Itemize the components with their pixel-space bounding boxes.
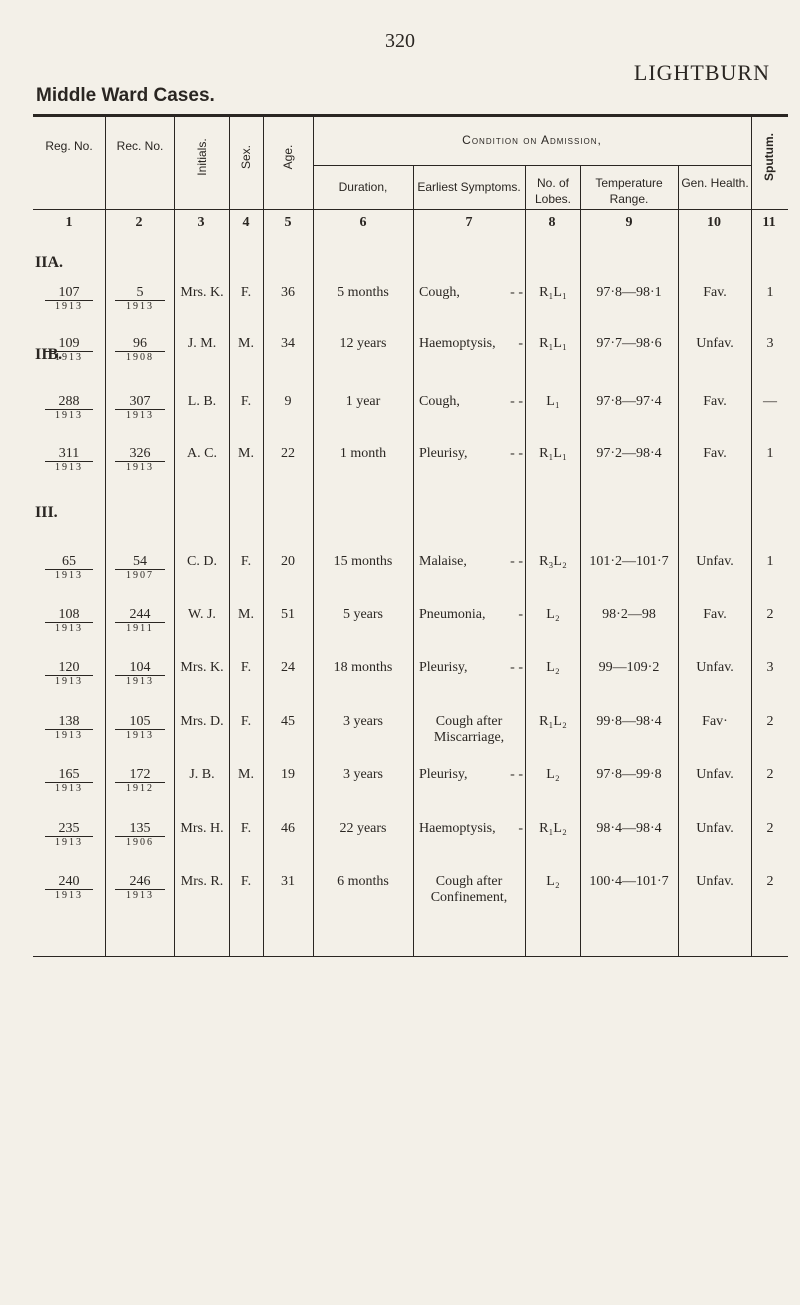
reg-number: 120 <box>58 660 80 675</box>
health-cell: Fav. <box>703 394 727 409</box>
reg-year: 1913 <box>45 889 93 901</box>
rec-year: 1913 <box>115 300 165 312</box>
header-initials: Initials. <box>195 138 209 176</box>
reg-cell <box>45 660 93 687</box>
health-cell: Unfav. <box>696 767 734 782</box>
symptoms-cell: Pleurisy, <box>419 767 468 782</box>
rec-year: 1912 <box>115 782 165 794</box>
sputum-cell: 2 <box>766 714 774 729</box>
temp-cell: 97·2—98·4 <box>596 446 662 461</box>
col-divider <box>751 117 752 957</box>
temp-cell: 99·8—98·4 <box>596 714 662 729</box>
sputum-cell: 3 <box>766 660 774 675</box>
rec-cell <box>115 554 165 581</box>
lobes-cell: R₁L₁ <box>539 336 567 351</box>
reg-cell <box>45 714 93 741</box>
cases-table <box>33 114 788 958</box>
rec-year: 1913 <box>115 409 165 421</box>
temp-cell: 98·2—98 <box>602 607 656 622</box>
initials-cell: J. B. <box>189 767 215 782</box>
col-divider <box>413 166 414 957</box>
reg-number: 108 <box>58 607 80 622</box>
rec-year: 1913 <box>115 889 165 901</box>
age-cell: 31 <box>281 874 295 889</box>
reg-cell <box>45 446 93 473</box>
column-number: 5 <box>284 215 292 230</box>
reg-cell <box>45 767 93 794</box>
section-label: IIB. <box>35 346 63 363</box>
symptoms-cell: Pleurisy, <box>419 660 468 675</box>
sputum-cell: 2 <box>766 607 774 622</box>
reg-number: 288 <box>58 394 80 409</box>
symptoms-cell: Malaise, <box>419 554 467 569</box>
reg-number: 109 <box>58 336 80 351</box>
dashes-cell: - - <box>510 446 523 461</box>
column-number: 10 <box>707 215 721 230</box>
sex-cell: F. <box>240 714 252 729</box>
sex-cell: F. <box>240 874 252 889</box>
rec-number: 96 <box>133 336 147 351</box>
lobes-cell: R₁L₂ <box>539 714 567 729</box>
dashes-cell: - <box>518 607 523 622</box>
health-cell: Unfav. <box>696 874 734 889</box>
reg-cell <box>45 874 93 901</box>
header-lobes: No. of Lobes. <box>534 176 572 206</box>
reg-cell <box>45 554 93 581</box>
header-reg-no: Reg. No. <box>45 139 93 153</box>
initials-cell: Mrs. H. <box>180 821 224 836</box>
header-rule <box>33 209 788 210</box>
symptoms-cell: Cough, <box>419 394 460 409</box>
initials-cell: Mrs. D. <box>180 714 224 729</box>
rec-number: 54 <box>133 554 147 569</box>
sex-cell: M. <box>238 767 254 782</box>
column-number: 7 <box>465 215 473 230</box>
symptoms-cell: Pneumonia, <box>419 607 486 622</box>
age-cell: 20 <box>281 554 295 569</box>
lobes-cell: L₂ <box>546 767 560 782</box>
reg-cell <box>45 285 93 312</box>
reg-year: 1913 <box>45 351 93 363</box>
temp-cell: 97·8—97·4 <box>596 394 662 409</box>
dashes-cell: - - <box>510 285 523 300</box>
header-sputum: Sputum. <box>762 133 776 181</box>
dashes-cell: - <box>518 336 523 351</box>
age-cell: 22 <box>281 446 295 461</box>
header-age: Age. <box>281 144 295 170</box>
lobes-cell: L₁ <box>546 394 560 409</box>
temp-cell: 97·7—98·6 <box>596 336 662 351</box>
dashes-cell: - - <box>510 660 523 675</box>
reg-number: 311 <box>58 446 80 461</box>
reg-number: 65 <box>62 554 76 569</box>
col-divider <box>263 117 264 957</box>
duration-cell: 3 years <box>342 767 384 782</box>
sex-cell: M. <box>238 446 254 461</box>
duration-cell: 18 months <box>333 660 393 675</box>
temp-cell: 100·4—101·7 <box>589 874 669 889</box>
condition-rule <box>313 165 751 166</box>
lobes-cell: R₁L₁ <box>539 446 567 461</box>
sex-cell: M. <box>238 607 254 622</box>
rec-cell <box>115 767 165 794</box>
sputum-cell: 2 <box>766 874 774 889</box>
symptoms-cell: Haemoptysis, <box>419 821 496 836</box>
symptoms-cell: Haemoptysis, <box>419 336 496 351</box>
rec-cell <box>115 714 165 741</box>
reg-cell <box>45 821 93 848</box>
column-number: 2 <box>135 215 143 230</box>
reg-cell <box>45 336 93 363</box>
initials-cell: C. D. <box>187 554 217 569</box>
rec-year: 1913 <box>115 675 165 687</box>
dashes-cell: - <box>518 821 523 836</box>
section-label: IIA. <box>35 254 64 271</box>
reg-cell <box>45 394 93 421</box>
header-temp: Temperature Range. <box>595 176 663 206</box>
reg-year: 1913 <box>45 675 93 687</box>
lobes-cell: L₂ <box>546 874 560 889</box>
duration-cell: 5 months <box>337 285 389 300</box>
column-number: 3 <box>197 215 205 230</box>
reg-year: 1913 <box>45 569 93 581</box>
rec-cell <box>115 874 165 901</box>
initials-cell: Mrs. K. <box>180 285 224 300</box>
rec-number: 246 <box>129 874 151 889</box>
ward-title: Middle Ward Cases. <box>36 85 215 106</box>
dashes-cell: - - <box>510 767 523 782</box>
temp-cell: 99—109·2 <box>598 660 660 675</box>
age-cell: 24 <box>281 660 295 675</box>
reg-number: 138 <box>58 714 80 729</box>
sputum-cell: 2 <box>766 767 774 782</box>
rec-cell <box>115 336 165 363</box>
rec-cell <box>115 660 165 687</box>
age-cell: 51 <box>281 607 295 622</box>
age-cell: 9 <box>284 394 292 409</box>
age-cell: 34 <box>281 336 295 351</box>
symptoms-cell: Cough after Miscarriage, <box>433 714 505 745</box>
health-cell: Unfav. <box>696 821 734 836</box>
initials-cell: J. M. <box>187 336 217 351</box>
rec-cell <box>115 607 165 634</box>
rec-year: 1906 <box>115 836 165 848</box>
rec-year: 1911 <box>115 622 165 634</box>
rec-number: 307 <box>129 394 151 409</box>
age-cell: 19 <box>281 767 295 782</box>
column-number: 11 <box>762 215 776 230</box>
rec-cell <box>115 394 165 421</box>
reg-year: 1913 <box>45 461 93 473</box>
column-number: 1 <box>65 215 73 230</box>
header-condition: Condition on Admission, <box>462 133 602 147</box>
reg-number: 165 <box>58 767 80 782</box>
health-cell: Fav. <box>703 607 727 622</box>
health-cell: Unfav. <box>696 336 734 351</box>
rec-year: 1907 <box>115 569 165 581</box>
age-cell: 36 <box>281 285 295 300</box>
temp-cell: 98·4—98·4 <box>596 821 662 836</box>
col-divider <box>313 117 314 957</box>
sex-cell: F. <box>240 821 252 836</box>
rec-year: 1913 <box>115 461 165 473</box>
age-cell: 45 <box>281 714 295 729</box>
rec-number: 105 <box>129 714 151 729</box>
header-rec-no: Rec. No. <box>116 139 164 153</box>
health-cell: Unfav. <box>696 660 734 675</box>
sputum-cell: 2 <box>766 821 774 836</box>
health-cell: Fav. <box>703 446 727 461</box>
rec-number: 135 <box>129 821 151 836</box>
col-divider <box>174 117 175 957</box>
temp-cell: 101·2—101·7 <box>589 554 669 569</box>
sex-cell: M. <box>238 336 254 351</box>
duration-cell: 6 months <box>337 874 389 889</box>
bottom-rule <box>33 956 788 957</box>
rec-year: 1913 <box>115 729 165 741</box>
sputum-cell: 1 <box>766 285 774 300</box>
initials-cell: W. J. <box>188 607 216 622</box>
column-number: 6 <box>359 215 367 230</box>
temp-cell: 97·8—98·1 <box>596 285 662 300</box>
reg-number: 235 <box>58 821 80 836</box>
author-heading: LIGHTBURN <box>633 60 770 85</box>
col-divider <box>525 166 526 957</box>
col-divider <box>580 166 581 957</box>
rec-cell <box>115 285 165 312</box>
page-number: 320 <box>385 30 415 52</box>
duration-cell: 5 years <box>342 607 384 622</box>
symptoms-cell: Pleurisy, <box>419 446 468 461</box>
reg-year: 1913 <box>45 729 93 741</box>
reg-year: 1913 <box>45 409 93 421</box>
duration-cell: 12 years <box>339 336 387 351</box>
reg-cell <box>45 607 93 634</box>
sex-cell: F. <box>240 394 252 409</box>
lobes-cell: L₂ <box>546 660 560 675</box>
sputum-cell: 1 <box>766 446 774 461</box>
reg-year: 1913 <box>45 622 93 634</box>
header-earliest: Earliest Symptoms. <box>417 180 521 194</box>
top-rule <box>33 114 788 117</box>
symptoms-cell: Cough after Confinement, <box>430 874 508 905</box>
column-number: 9 <box>625 215 633 230</box>
health-cell: Fav· <box>702 714 728 729</box>
reg-number: 240 <box>58 874 80 889</box>
rec-cell <box>115 446 165 473</box>
rec-number: 172 <box>129 767 151 782</box>
lobes-cell: R₁L₁ <box>539 285 567 300</box>
lobes-cell: L₂ <box>546 607 560 622</box>
rec-number: 244 <box>129 607 151 622</box>
sex-cell: F. <box>240 660 252 675</box>
lobes-cell: R₁L₂ <box>539 821 567 836</box>
health-cell: Fav. <box>703 285 727 300</box>
sex-cell: F. <box>240 285 252 300</box>
col-divider <box>105 117 106 957</box>
initials-cell: L. B. <box>187 394 217 409</box>
rec-number: 104 <box>129 660 151 675</box>
duration-cell: 1 month <box>339 446 387 461</box>
reg-year: 1913 <box>45 300 93 312</box>
sputum-cell: 3 <box>766 336 774 351</box>
temp-cell: 97·8—99·8 <box>596 767 662 782</box>
duration-cell: 3 years <box>342 714 384 729</box>
rec-number: 5 <box>136 285 144 300</box>
initials-cell: Mrs. R. <box>180 874 224 889</box>
col-divider <box>678 166 679 957</box>
sputum-cell: 1 <box>766 554 774 569</box>
rec-cell <box>115 821 165 848</box>
duration-cell: 1 year <box>345 394 381 409</box>
reg-number: 107 <box>58 285 80 300</box>
sex-cell: F. <box>240 554 252 569</box>
column-number: 4 <box>242 215 250 230</box>
header-duration: Duration, <box>338 180 388 194</box>
duration-cell: 15 months <box>333 554 393 569</box>
duration-cell: 22 years <box>339 821 387 836</box>
reg-year: 1913 <box>45 782 93 794</box>
header-sex: Sex. <box>239 145 253 170</box>
lobes-cell: R₃L₂ <box>539 554 567 569</box>
sputum-cell: — <box>763 394 777 409</box>
rec-number: 326 <box>129 446 151 461</box>
initials-cell: Mrs. K. <box>180 660 224 675</box>
dashes-cell: - - <box>510 394 523 409</box>
symptoms-cell: Cough, <box>419 285 460 300</box>
header-health: Gen. Health. <box>681 176 749 190</box>
dashes-cell: - - <box>510 554 523 569</box>
health-cell: Unfav. <box>696 554 734 569</box>
section-label: III. <box>35 504 58 521</box>
age-cell: 46 <box>281 821 295 836</box>
column-number: 8 <box>548 215 556 230</box>
initials-cell: A. C. <box>187 446 217 461</box>
reg-year: 1913 <box>45 836 93 848</box>
rec-year: 1908 <box>115 351 165 363</box>
